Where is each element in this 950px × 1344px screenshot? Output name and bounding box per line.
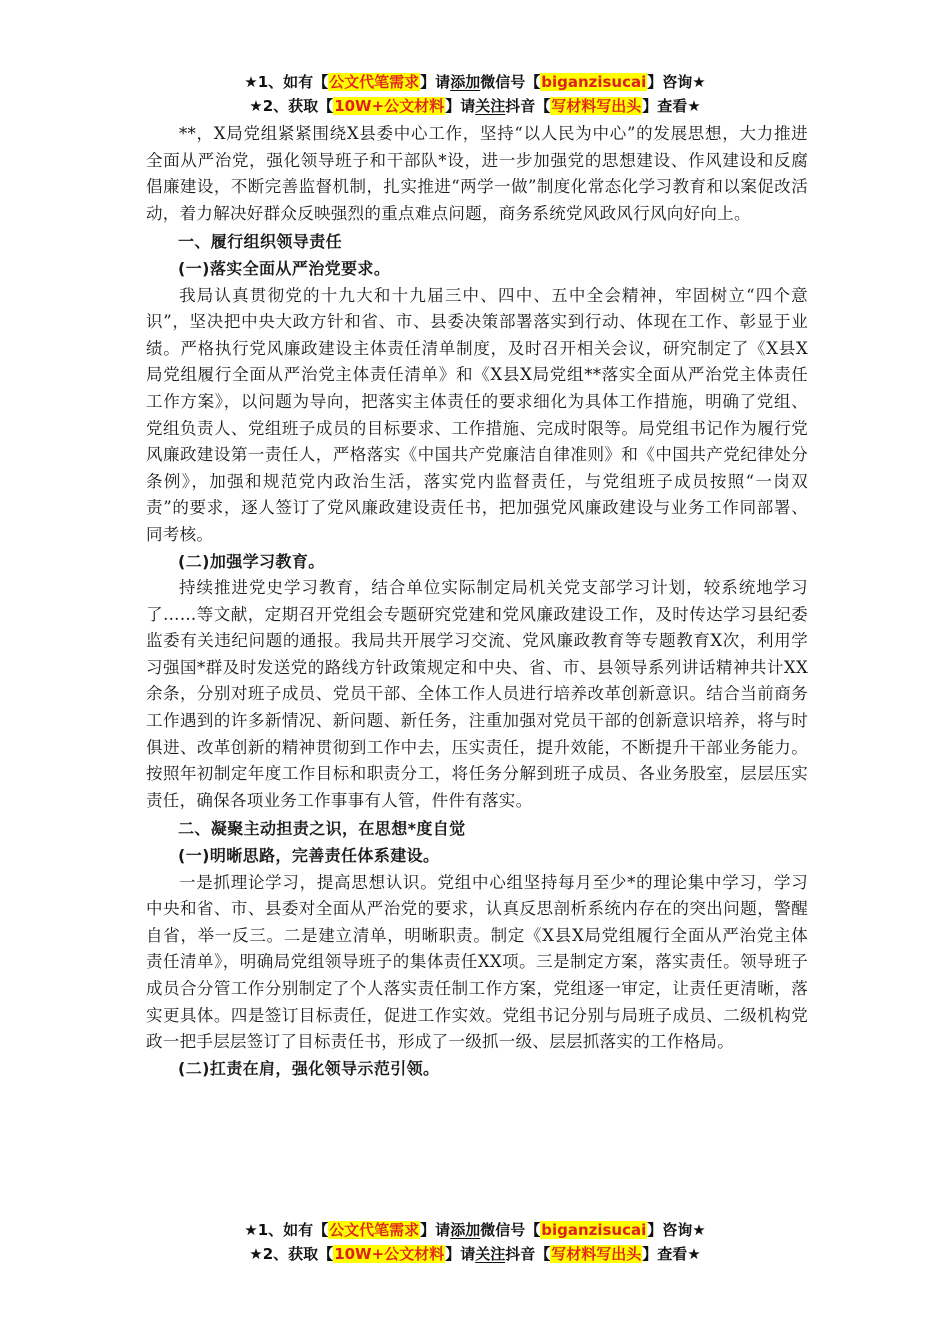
promo-underlined-add: 添加 (450, 73, 481, 91)
promo-line-2 (0, 94, 950, 118)
section-2-title: 二、凝聚主动担责之识，在思想*度自觉 (178, 819, 466, 839)
promo-line-2-middle2: 抖音【 (505, 1245, 551, 1263)
section-1-title: 一、履行组织领导责任 (178, 232, 343, 252)
subsection-2-title: (二)加强学习教育。 (178, 551, 325, 571)
promo-line-1-middle2: 微信号【 (480, 73, 541, 91)
promo-line-1 (0, 70, 950, 94)
promo-underlined-add: 添加 (450, 1221, 481, 1239)
subsection-2-paragraph: 持续推进党史学习教育，结合单位实际制定局机关党支部学习计划，较系统地学习了……等文献，定期召开党组会专题研究党建和党风廉政建设工作，及时传达学习县纪委监委有关违纪问题的通报。我局共开展学习交流、党风廉政教育等专题教育X次，利用学习强国*群及时发送党的路线方针政策规定和中央、省、市、县领导系列讲话精神共计XX余条，分别对班子成员、党员干部、全体工作人员进行培养改革创新意识。结合当前商务工作遇到的许多新情况、新问题、新任务，注重加强对党员干部的创新意识培养，将与时俱进、改革创新的精神贯彻到工作中去，压实责任，提升效能，不断提升干部业务能力。按照年初制定年度工作目标和职责分工，将任务分解到班子成员、各业务股室，层层压实责任，确保各项业务工作事事有人管，件件有落实。 (146, 578, 808, 810)
promo-line-2-repeat (0, 1242, 950, 1266)
promo-line-1-suffix: 】咨询★ (647, 73, 706, 91)
promo-line-1-suffix: 】咨询★ (647, 1221, 706, 1239)
subsection-4-title: (二)扛责在肩，强化领导示范引领。 (178, 1058, 440, 1078)
intro-paragraph: **，X局党组紧紧围绕X县委中心工作，坚持“以人民为中心”的发展思想，大力推进全面从严治党，强化领导班子和干部队*设，进一步加强党的思想建设、作风建设和反腐倡廉建设，不断完善监督机制，扎实推进“两学一做”制度化常态化学习教育和以案促改活动，着力解决好群众反映强烈的重点难点问题，商务系统党风政风行风向好向上。 (146, 124, 808, 223)
promo-line-2-middle2: 抖音【 (505, 97, 551, 115)
promo-highlight-materials: 10W+公文材料 (334, 97, 445, 115)
promo-line-2-prefix: ★2、获取【 (249, 97, 334, 115)
subsection-1-title: (一)落实全面从严治党要求。 (178, 258, 391, 278)
promo-line-2-suffix: 】查看★ (642, 1245, 701, 1263)
promo-highlight-wechat-id: biganzisucai (541, 1221, 647, 1239)
subsection-3-paragraph: 一是抓理论学习，提高思想认识。党组中心组坚持每月至少*的理论集中学习，学习中央和省、市、县委对全面从严治党的要求，认真反思剖析系统内存在的突出问题，警醒自省，举一反三。二是建立清单，明晰职责。制定《X县X局党组履行全面从严治党主体责任清单》，明确局党组领导班子的集体责任XX项。三是制定方案，落实责任。领导班子成员合分管工作分别制定了个人落实责任制工作方案，党组逐一审定，让责任更清晰，落实更具体。四是签订目标责任，促进工作实效。党组书记分别与局班子成员、二级机构党政一把手层层签订了目标责任书，形成了一级抓一级、层层抓落实的工作格局。 (146, 872, 808, 1052)
promo-highlight-ghostwriting: 公文代笔需求 (329, 73, 420, 91)
promo-line-1-middle2: 微信号【 (480, 1221, 541, 1239)
promo-line-2-prefix: ★2、获取【 (249, 1245, 334, 1263)
promo-highlight-douyin-id: 写材料写出头 (551, 1245, 642, 1263)
promo-line-1-prefix: ★1、如有【 (244, 73, 329, 91)
promo-banner-bottom (0, 1218, 950, 1266)
promo-line-2-middle: 】请 (445, 97, 476, 115)
promo-banner-top (0, 70, 950, 118)
promo-line-1-prefix: ★1、如有【 (244, 1221, 329, 1239)
promo-highlight-materials: 10W+公文材料 (334, 1245, 445, 1263)
promo-line-1-middle: 】请 (420, 73, 451, 91)
promo-highlight-douyin-id: 写材料写出头 (551, 97, 642, 115)
promo-line-1-repeat (0, 1218, 950, 1242)
promo-highlight-ghostwriting: 公文代笔需求 (329, 1221, 420, 1239)
promo-line-2-suffix: 】查看★ (642, 97, 701, 115)
promo-line-2-middle: 】请 (445, 1245, 476, 1263)
document-body (146, 121, 808, 1082)
promo-highlight-wechat-id: biganzisucai (541, 73, 647, 91)
subsection-3-title: (一)明晰思路，完善责任体系建设。 (178, 846, 440, 866)
promo-underlined-follow: 关注 (475, 1245, 506, 1263)
subsection-1-paragraph: 我局认真贯彻党的十九大和十九届三中、四中、五中全会精神，牢固树立“四个意识”，坚决把中央大政方针和省、市、县委决策部署落实到行动、体现在工作、彰显于业绩。严格执行党风廉政建设主体责任清单制度，及时召开相关会议，研究制定了《X县X局党组履行全面从严治党主体责任清单》和《X县X局党组**落实全面从严治党主体责任工作方案》，以问题为导向，把落实主体责任的要求细化为具体工作措施，明确了党组、党组负责人、党组班子成员的目标要求、工作措施、完成时限等。局党组书记作为履行党风廉政建设第一责任人，严格落实《中国共产党廉洁自律准则》和《中国共产党纪律处分条例》，加强和规范党内政治生活，落实党内监督责任，与党组班子成员按照“一岗双责”的要求，逐人签订了党风廉政建设责任书，把加强党风廉政建设与业务工作同部署、同考核。 (146, 285, 808, 544)
promo-underlined-follow: 关注 (475, 97, 506, 115)
promo-line-1-middle: 】请 (420, 1221, 451, 1239)
